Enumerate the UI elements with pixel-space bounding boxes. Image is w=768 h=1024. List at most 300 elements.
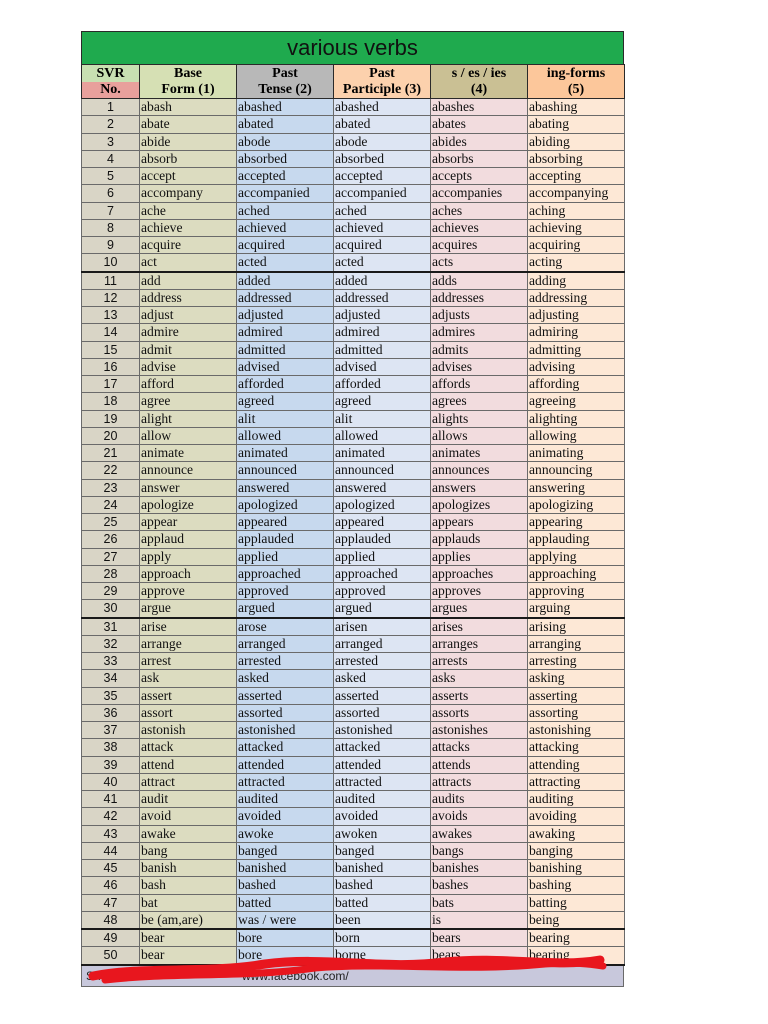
verb-rows <box>82 99 625 965</box>
past-participle-cell: audited <box>334 791 431 808</box>
past-tense-cell: abated <box>237 116 334 133</box>
header-base-form-line1: Base <box>174 65 202 81</box>
table-row <box>82 514 625 531</box>
ing-form-cell: batting <box>528 894 625 911</box>
row-number-cell: 15 <box>82 341 140 358</box>
s-es-ies-form-cell: allows <box>431 427 528 444</box>
base-form-cell: add <box>140 272 237 290</box>
ing-form-cell: astonishing <box>528 722 625 739</box>
ing-form-cell: absorbing <box>528 150 625 167</box>
base-form-cell: apologize <box>140 496 237 513</box>
header-ing-forms-line1: ing-forms <box>546 65 606 81</box>
past-tense-cell: asserted <box>237 687 334 704</box>
base-form-cell: argue <box>140 600 237 618</box>
base-form-cell: apply <box>140 548 237 565</box>
table-row <box>82 219 625 236</box>
ing-form-cell: being <box>528 911 625 929</box>
row-number-cell: 23 <box>82 479 140 496</box>
past-participle-cell: ached <box>334 202 431 219</box>
past-participle-cell: admired <box>334 324 431 341</box>
past-tense-cell: awoke <box>237 825 334 842</box>
past-participle-cell: arrested <box>334 653 431 670</box>
past-participle-cell: borne <box>334 947 431 965</box>
ing-form-cell: bearing <box>528 929 625 947</box>
base-form-cell: attend <box>140 756 237 773</box>
s-es-ies-form-cell: applauds <box>431 531 528 548</box>
header-past-participle-line1: Past <box>369 65 395 81</box>
row-number-cell: 25 <box>82 514 140 531</box>
table-row <box>82 548 625 565</box>
s-es-ies-form-cell: asserts <box>431 687 528 704</box>
row-number-cell: 16 <box>82 358 140 375</box>
s-es-ies-form-cell: attends <box>431 756 528 773</box>
past-participle-cell: batted <box>334 894 431 911</box>
s-es-ies-form-cell: abates <box>431 116 528 133</box>
base-form-cell: announce <box>140 462 237 479</box>
header-base-form <box>140 65 237 99</box>
row-number-cell: 33 <box>82 653 140 670</box>
base-form-cell: approach <box>140 565 237 582</box>
table-row <box>82 393 625 410</box>
table-row <box>82 842 625 859</box>
ing-form-cell: assorting <box>528 704 625 721</box>
past-tense-cell: answered <box>237 479 334 496</box>
row-number-cell: 42 <box>82 808 140 825</box>
past-tense-cell: animated <box>237 445 334 462</box>
past-tense-cell: absorbed <box>237 150 334 167</box>
s-es-ies-form-cell: assorts <box>431 704 528 721</box>
past-tense-cell: arranged <box>237 635 334 652</box>
past-participle-cell: abashed <box>334 99 431 116</box>
row-number-cell: 29 <box>82 583 140 600</box>
ing-form-cell: arranging <box>528 635 625 652</box>
ing-form-cell: accepting <box>528 168 625 185</box>
ing-form-cell: approaching <box>528 565 625 582</box>
row-number-cell: 19 <box>82 410 140 427</box>
s-es-ies-form-cell: acquires <box>431 237 528 254</box>
past-tense-cell: applied <box>237 548 334 565</box>
row-number-cell: 10 <box>82 254 140 272</box>
s-es-ies-form-cell: arises <box>431 618 528 636</box>
ing-form-cell: aching <box>528 202 625 219</box>
ing-form-cell: bashing <box>528 877 625 894</box>
past-participle-cell: asserted <box>334 687 431 704</box>
past-participle-cell: born <box>334 929 431 947</box>
base-form-cell: arise <box>140 618 237 636</box>
table-row <box>82 825 625 842</box>
header-row <box>82 65 625 99</box>
s-es-ies-form-cell: answers <box>431 479 528 496</box>
past-tense-cell: agreed <box>237 393 334 410</box>
s-es-ies-form-cell: apologizes <box>431 496 528 513</box>
ing-form-cell: allowing <box>528 427 625 444</box>
table-row <box>82 289 625 306</box>
base-form-cell: admire <box>140 324 237 341</box>
past-participle-cell: added <box>334 272 431 290</box>
footer-left-text: Sh <box>86 968 101 983</box>
table-row <box>82 531 625 548</box>
ing-form-cell: bearing <box>528 947 625 965</box>
s-es-ies-form-cell: announces <box>431 462 528 479</box>
header-past-participle-line2: Participle (3) <box>342 81 422 97</box>
s-es-ies-form-cell: admits <box>431 341 528 358</box>
past-tense-cell: admired <box>237 324 334 341</box>
ing-form-cell: admiring <box>528 324 625 341</box>
past-participle-cell: applauded <box>334 531 431 548</box>
s-es-ies-form-cell: applies <box>431 548 528 565</box>
ing-form-cell: announcing <box>528 462 625 479</box>
ing-form-cell: advising <box>528 358 625 375</box>
base-form-cell: bear <box>140 947 237 965</box>
ing-form-cell: avoiding <box>528 808 625 825</box>
base-form-cell: accept <box>140 168 237 185</box>
header-base-form-line2: Form (1) <box>161 81 215 97</box>
s-es-ies-form-cell: achieves <box>431 219 528 236</box>
s-es-ies-form-cell: is <box>431 911 528 929</box>
past-tense-cell: banged <box>237 842 334 859</box>
s-es-ies-form-cell: animates <box>431 445 528 462</box>
s-es-ies-form-cell: admires <box>431 324 528 341</box>
s-es-ies-form-cell: affords <box>431 376 528 393</box>
row-number-cell: 43 <box>82 825 140 842</box>
verb-table-sheet <box>81 31 624 987</box>
past-participle-cell: acquired <box>334 237 431 254</box>
header-s-es-ies-line1: s / es / ies <box>451 65 507 81</box>
row-number-cell: 48 <box>82 911 140 929</box>
past-tense-cell: bore <box>237 947 334 965</box>
ing-form-cell: addressing <box>528 289 625 306</box>
base-form-cell: bear <box>140 929 237 947</box>
past-participle-cell: animated <box>334 445 431 462</box>
past-tense-cell: bore <box>237 929 334 947</box>
row-number-cell: 35 <box>82 687 140 704</box>
table-row <box>82 445 625 462</box>
past-participle-cell: achieved <box>334 219 431 236</box>
row-number-cell: 22 <box>82 462 140 479</box>
table-row <box>82 618 625 636</box>
header-past-tense-line2: Tense (2) <box>258 81 312 97</box>
s-es-ies-form-cell: avoids <box>431 808 528 825</box>
past-participle-cell: approved <box>334 583 431 600</box>
base-form-cell: ache <box>140 202 237 219</box>
base-form-cell: answer <box>140 479 237 496</box>
ing-form-cell: attracting <box>528 773 625 790</box>
table-row <box>82 237 625 254</box>
table-row <box>82 894 625 911</box>
ing-form-cell: arresting <box>528 653 625 670</box>
row-number-cell: 41 <box>82 791 140 808</box>
s-es-ies-form-cell: adds <box>431 272 528 290</box>
table-row <box>82 376 625 393</box>
past-participle-cell: apologized <box>334 496 431 513</box>
ing-form-cell: abiding <box>528 133 625 150</box>
past-participle-cell: argued <box>334 600 431 618</box>
past-tense-cell: arose <box>237 618 334 636</box>
s-es-ies-form-cell: addresses <box>431 289 528 306</box>
row-number-cell: 1 <box>82 99 140 116</box>
base-form-cell: accompany <box>140 185 237 202</box>
table-row <box>82 704 625 721</box>
past-tense-cell: audited <box>237 791 334 808</box>
table-row <box>82 307 625 324</box>
row-number-cell: 8 <box>82 219 140 236</box>
past-participle-cell: astonished <box>334 722 431 739</box>
base-form-cell: appear <box>140 514 237 531</box>
past-participle-cell: been <box>334 911 431 929</box>
ing-form-cell: arguing <box>528 600 625 618</box>
past-tense-cell: bashed <box>237 877 334 894</box>
row-number-cell: 34 <box>82 670 140 687</box>
base-form-cell: approve <box>140 583 237 600</box>
table-row <box>82 341 625 358</box>
past-participle-cell: agreed <box>334 393 431 410</box>
ing-form-cell: apologizing <box>528 496 625 513</box>
ing-form-cell: banging <box>528 842 625 859</box>
base-form-cell: abash <box>140 99 237 116</box>
past-participle-cell: asked <box>334 670 431 687</box>
table-row <box>82 877 625 894</box>
past-tense-cell: achieved <box>237 219 334 236</box>
s-es-ies-form-cell: alights <box>431 410 528 427</box>
s-es-ies-form-cell: attacks <box>431 739 528 756</box>
row-number-cell: 7 <box>82 202 140 219</box>
row-number-cell: 6 <box>82 185 140 202</box>
past-tense-cell: ached <box>237 202 334 219</box>
row-number-cell: 13 <box>82 307 140 324</box>
past-tense-cell: attracted <box>237 773 334 790</box>
table-row <box>82 808 625 825</box>
past-tense-cell: asked <box>237 670 334 687</box>
past-participle-cell: banished <box>334 860 431 877</box>
row-number-cell: 50 <box>82 947 140 965</box>
past-tense-cell: addressed <box>237 289 334 306</box>
table-row <box>82 911 625 929</box>
past-participle-cell: alit <box>334 410 431 427</box>
past-participle-cell: addressed <box>334 289 431 306</box>
table-row <box>82 410 625 427</box>
past-participle-cell: arisen <box>334 618 431 636</box>
base-form-cell: avoid <box>140 808 237 825</box>
table-row <box>82 635 625 652</box>
s-es-ies-form-cell: banishes <box>431 860 528 877</box>
row-number-cell: 26 <box>82 531 140 548</box>
past-tense-cell: applauded <box>237 531 334 548</box>
base-form-cell: achieve <box>140 219 237 236</box>
footer-link-text: www.facebook.com/ <box>242 968 349 983</box>
base-form-cell: abide <box>140 133 237 150</box>
base-form-cell: attack <box>140 739 237 756</box>
header-past-tense <box>237 65 334 99</box>
s-es-ies-form-cell: abides <box>431 133 528 150</box>
ing-form-cell: animating <box>528 445 625 462</box>
row-number-cell: 4 <box>82 150 140 167</box>
past-tense-cell: accompanied <box>237 185 334 202</box>
past-participle-cell: approached <box>334 565 431 582</box>
ing-form-cell: asking <box>528 670 625 687</box>
base-form-cell: act <box>140 254 237 272</box>
table-row <box>82 479 625 496</box>
base-form-cell: adjust <box>140 307 237 324</box>
table-row <box>82 99 625 116</box>
base-form-cell: bash <box>140 877 237 894</box>
past-tense-cell: assorted <box>237 704 334 721</box>
base-form-cell: alight <box>140 410 237 427</box>
row-number-cell: 27 <box>82 548 140 565</box>
past-participle-cell: announced <box>334 462 431 479</box>
ing-form-cell: auditing <box>528 791 625 808</box>
base-form-cell: awake <box>140 825 237 842</box>
base-form-cell: afford <box>140 376 237 393</box>
header-s-es-ies-line2: (4) <box>470 81 488 97</box>
ing-form-cell: arising <box>528 618 625 636</box>
past-participle-cell: abated <box>334 116 431 133</box>
table-row <box>82 324 625 341</box>
table-row <box>82 565 625 582</box>
past-participle-cell: abode <box>334 133 431 150</box>
header-past-tense-line1: Past <box>272 65 298 81</box>
ing-form-cell: agreeing <box>528 393 625 410</box>
s-es-ies-form-cell: asks <box>431 670 528 687</box>
base-form-cell: attract <box>140 773 237 790</box>
row-number-cell: 32 <box>82 635 140 652</box>
row-number-cell: 39 <box>82 756 140 773</box>
base-form-cell: absorb <box>140 150 237 167</box>
past-participle-cell: awoken <box>334 825 431 842</box>
ing-form-cell: acting <box>528 254 625 272</box>
ing-form-cell: affording <box>528 376 625 393</box>
past-tense-cell: attended <box>237 756 334 773</box>
s-es-ies-form-cell: arrests <box>431 653 528 670</box>
past-tense-cell: admitted <box>237 341 334 358</box>
base-form-cell: agree <box>140 393 237 410</box>
row-number-cell: 9 <box>82 237 140 254</box>
row-number-cell: 14 <box>82 324 140 341</box>
ing-form-cell: applying <box>528 548 625 565</box>
ing-form-cell: asserting <box>528 687 625 704</box>
past-participle-cell: advised <box>334 358 431 375</box>
header-ing-forms-line2: (5) <box>567 81 585 97</box>
table-row <box>82 687 625 704</box>
header-s-es-ies <box>431 65 528 99</box>
base-form-cell: animate <box>140 445 237 462</box>
table-row <box>82 929 625 947</box>
table-row <box>82 272 625 290</box>
base-form-cell: acquire <box>140 237 237 254</box>
header-past-participle <box>334 65 431 99</box>
s-es-ies-form-cell: accompanies <box>431 185 528 202</box>
base-form-cell: be (am,are) <box>140 911 237 929</box>
past-tense-cell: was / were <box>237 911 334 929</box>
table-row <box>82 739 625 756</box>
base-form-cell: banish <box>140 860 237 877</box>
past-participle-cell: attacked <box>334 739 431 756</box>
base-form-cell: arrange <box>140 635 237 652</box>
base-form-cell: address <box>140 289 237 306</box>
s-es-ies-form-cell: astonishes <box>431 722 528 739</box>
s-es-ies-form-cell: absorbs <box>431 150 528 167</box>
row-number-cell: 5 <box>82 168 140 185</box>
row-number-cell: 47 <box>82 894 140 911</box>
table-row <box>82 168 625 185</box>
ing-form-cell: accompanying <box>528 185 625 202</box>
base-form-cell: assort <box>140 704 237 721</box>
base-form-cell: audit <box>140 791 237 808</box>
table-row <box>82 583 625 600</box>
row-number-cell: 17 <box>82 376 140 393</box>
ing-form-cell: adding <box>528 272 625 290</box>
header-svr: SVR <box>96 65 125 81</box>
past-participle-cell: arranged <box>334 635 431 652</box>
row-number-cell: 2 <box>82 116 140 133</box>
past-participle-cell: allowed <box>334 427 431 444</box>
table-row <box>82 133 625 150</box>
s-es-ies-form-cell: audits <box>431 791 528 808</box>
base-form-cell: ask <box>140 670 237 687</box>
base-form-cell: assert <box>140 687 237 704</box>
ing-form-cell: attending <box>528 756 625 773</box>
ing-form-cell: awaking <box>528 825 625 842</box>
ing-form-cell: applauding <box>528 531 625 548</box>
base-form-cell: admit <box>140 341 237 358</box>
row-number-cell: 20 <box>82 427 140 444</box>
past-tense-cell: abashed <box>237 99 334 116</box>
s-es-ies-form-cell: agrees <box>431 393 528 410</box>
table-row <box>82 773 625 790</box>
table-row <box>82 427 625 444</box>
row-number-cell: 37 <box>82 722 140 739</box>
table-row <box>82 150 625 167</box>
row-number-cell: 31 <box>82 618 140 636</box>
past-tense-cell: adjusted <box>237 307 334 324</box>
table-row <box>82 496 625 513</box>
table-row <box>82 202 625 219</box>
row-number-cell: 3 <box>82 133 140 150</box>
past-tense-cell: attacked <box>237 739 334 756</box>
header-no: No. <box>82 82 139 98</box>
base-form-cell: advise <box>140 358 237 375</box>
s-es-ies-form-cell: bears <box>431 947 528 965</box>
verb-table <box>81 64 625 966</box>
s-es-ies-form-cell: advises <box>431 358 528 375</box>
past-participle-cell: afforded <box>334 376 431 393</box>
base-form-cell: astonish <box>140 722 237 739</box>
row-number-cell: 30 <box>82 600 140 618</box>
past-participle-cell: accompanied <box>334 185 431 202</box>
past-participle-cell: attracted <box>334 773 431 790</box>
past-tense-cell: advised <box>237 358 334 375</box>
past-tense-cell: arrested <box>237 653 334 670</box>
table-row <box>82 116 625 133</box>
row-number-cell: 38 <box>82 739 140 756</box>
s-es-ies-form-cell: bangs <box>431 842 528 859</box>
base-form-cell: applaud <box>140 531 237 548</box>
table-row <box>82 756 625 773</box>
s-es-ies-form-cell: awakes <box>431 825 528 842</box>
ing-form-cell: admitting <box>528 341 625 358</box>
s-es-ies-form-cell: approves <box>431 583 528 600</box>
row-number-cell: 36 <box>82 704 140 721</box>
row-number-cell: 24 <box>82 496 140 513</box>
past-participle-cell: assorted <box>334 704 431 721</box>
past-tense-cell: astonished <box>237 722 334 739</box>
ing-form-cell: alighting <box>528 410 625 427</box>
table-row <box>82 462 625 479</box>
table-row <box>82 358 625 375</box>
past-tense-cell: banished <box>237 860 334 877</box>
past-tense-cell: approved <box>237 583 334 600</box>
base-form-cell: bang <box>140 842 237 859</box>
past-tense-cell: approached <box>237 565 334 582</box>
